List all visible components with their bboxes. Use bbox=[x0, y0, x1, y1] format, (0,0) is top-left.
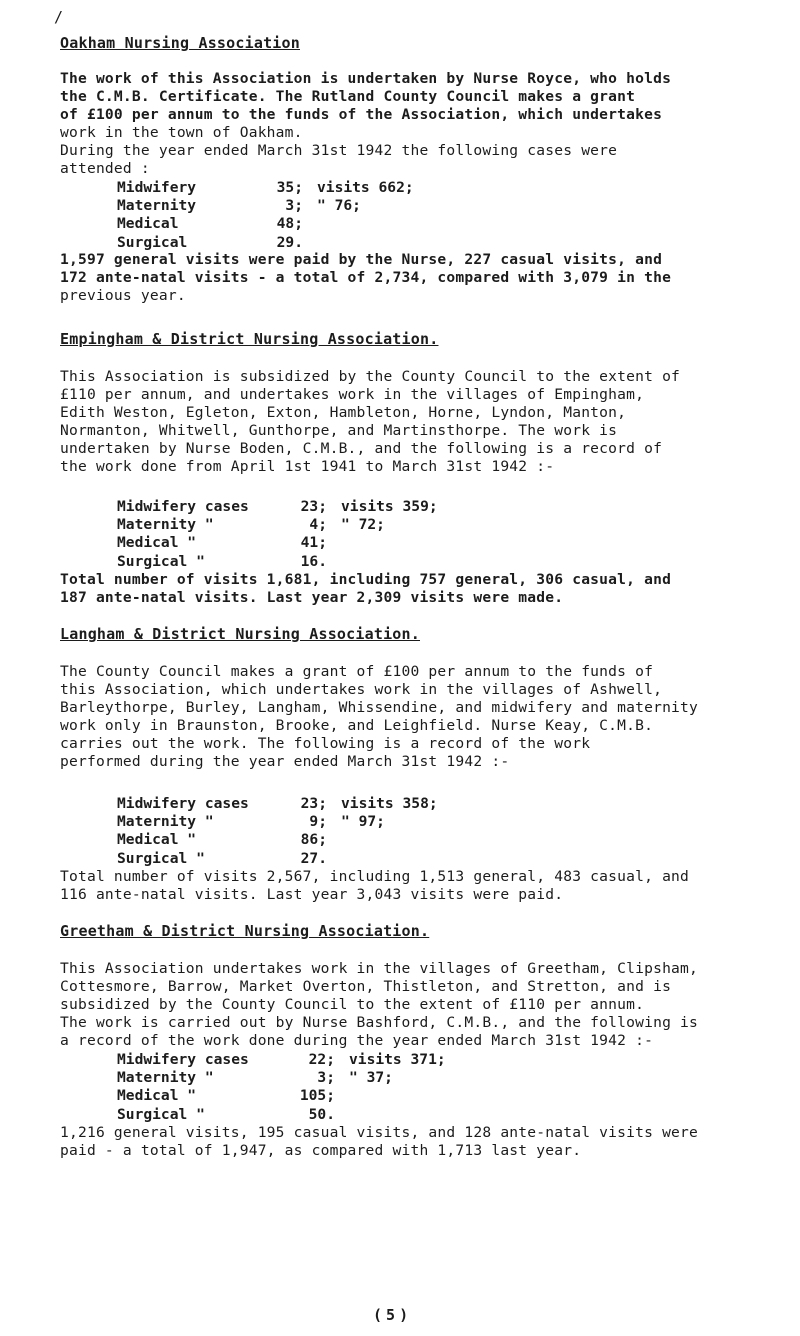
text-line: this Association, which undertakes work in the villages of Ashwell, bbox=[60, 681, 663, 698]
text-line: attended : bbox=[60, 160, 150, 177]
case-visits bbox=[327, 850, 341, 868]
table-row bbox=[117, 1051, 446, 1069]
text-line: The work of this Association is undertaken by Nurse Royce, who holds bbox=[60, 70, 672, 87]
case-count: 27. bbox=[300, 849, 327, 867]
case-count: 23; bbox=[300, 795, 327, 812]
paren-close: ) bbox=[399, 1306, 409, 1324]
text-line: Cottesmore, Barrow, Market Overton, Thistleton, and Stretton, and is bbox=[60, 978, 672, 995]
case-type: Medical " bbox=[117, 1087, 197, 1105]
table-row bbox=[117, 1087, 446, 1105]
greetham-intro bbox=[60, 960, 750, 1050]
greetham-summary bbox=[60, 1124, 750, 1160]
page-number-value: 5 bbox=[386, 1306, 396, 1324]
table-row bbox=[117, 850, 438, 868]
langham-heading: Langham & District Nursing Association. bbox=[60, 625, 420, 643]
text-line: During the year ended March 31st 1942 the following cases were bbox=[60, 142, 618, 159]
case-type: Maternity " bbox=[117, 516, 214, 534]
empingham-heading: Empingham & District Nursing Association. bbox=[60, 330, 439, 348]
text-line: of £100 per annum to the funds of the Association, which undertakes bbox=[60, 106, 663, 123]
case-type: Surgical " bbox=[117, 1105, 205, 1123]
langham-cases-table bbox=[117, 795, 438, 868]
case-visits: " 76; bbox=[317, 197, 361, 215]
table-row bbox=[117, 179, 414, 197]
text-line: the C.M.B. Certificate. The Rutland County Council makes a grant bbox=[60, 88, 636, 105]
case-visits: " 97; bbox=[341, 813, 385, 831]
case-type: Surgical " bbox=[117, 552, 205, 570]
page-mark: / bbox=[54, 8, 64, 26]
text-line: Total number of visits 1,681, including 757 general, 306 casual, and bbox=[60, 571, 672, 588]
text-line: the work done from April 1st 1941 to March 31st 1942 :- bbox=[60, 458, 555, 475]
text-line: carries out the work. The following is a record of the work bbox=[60, 735, 591, 752]
case-visits bbox=[327, 831, 341, 849]
case-count: 16. bbox=[300, 552, 327, 570]
text-line: 172 ante-natal visits - a total of 2,734, compared with 3,079 in the bbox=[60, 269, 672, 286]
table-row bbox=[117, 197, 414, 215]
text-line: This Association is subsidized by the County Council to the extent of bbox=[60, 368, 681, 385]
text-line: Edith Weston, Egleton, Exton, Hambleton, Horne, Lyndon, Manton, bbox=[60, 404, 627, 421]
case-visits bbox=[303, 215, 317, 233]
text-line: The work is carried out by Nurse Bashford, C.M.B., and the following is bbox=[60, 1014, 699, 1031]
text-line: paid - a total of 1,947, as compared with 1,713 last year. bbox=[60, 1142, 582, 1159]
case-count: 9; bbox=[309, 813, 327, 831]
text-line: undertaken by Nurse Boden, C.M.B., and the following is a record of bbox=[60, 440, 663, 457]
text-line: work in the town of Oakham. bbox=[60, 124, 303, 141]
text-line: previous year. bbox=[60, 287, 186, 304]
case-type: Midwifery cases bbox=[117, 498, 249, 515]
text-line: The County Council makes a grant of £100 per annum to the funds of bbox=[60, 663, 654, 680]
case-visits bbox=[327, 553, 341, 571]
text-line: 1,597 general visits were paid by the Nurse, 227 casual visits, and bbox=[60, 251, 663, 268]
table-row bbox=[117, 1069, 446, 1087]
case-count: 48; bbox=[276, 215, 303, 233]
table-row bbox=[117, 553, 438, 571]
langham-summary bbox=[60, 868, 750, 904]
text-line: Normanton, Whitwell, Gunthorpe, and Martinsthorpe. The work is bbox=[60, 422, 618, 439]
case-count: 3; bbox=[285, 197, 303, 215]
case-visits: " 72; bbox=[341, 516, 385, 534]
case-count: 35; bbox=[276, 179, 303, 196]
case-type: Midwifery bbox=[117, 179, 197, 196]
table-row bbox=[117, 1106, 446, 1124]
case-count: 29. bbox=[276, 233, 303, 251]
case-visits: visits 662; bbox=[317, 179, 414, 196]
text-line: This Association undertakes work in the villages of Greetham, Clipsham, bbox=[60, 960, 699, 977]
case-count: 50. bbox=[308, 1105, 335, 1123]
text-line: 187 ante-natal visits. Last year 2,309 visits were made. bbox=[60, 589, 564, 606]
case-count: 4; bbox=[309, 516, 327, 534]
empingham-intro bbox=[60, 368, 750, 476]
table-row bbox=[117, 813, 438, 831]
case-count: 86; bbox=[300, 831, 327, 849]
text-line: a record of the work done during the year ended March 31st 1942 :- bbox=[60, 1032, 654, 1049]
text-line: Total number of visits 2,567, including 1,513 general, 483 casual, and bbox=[60, 868, 690, 885]
case-count: 23; bbox=[300, 498, 327, 515]
case-visits: " 37; bbox=[349, 1069, 393, 1087]
case-type: Medical " bbox=[117, 534, 197, 552]
case-visits: visits 359; bbox=[341, 498, 438, 515]
case-type: Medical bbox=[117, 215, 179, 233]
paren-open: ( bbox=[373, 1306, 383, 1324]
page-number bbox=[373, 1306, 408, 1324]
greetham-heading: Greetham & District Nursing Association. bbox=[60, 922, 430, 940]
case-type: Midwifery cases bbox=[117, 795, 249, 812]
empingham-cases-table bbox=[117, 498, 438, 571]
case-visits bbox=[303, 234, 317, 252]
oakham-summary bbox=[60, 251, 750, 305]
text-line: work only in Braunston, Brooke, and Leighfield. Nurse Keay, C.M.B. bbox=[60, 717, 654, 734]
case-visits: visits 371; bbox=[349, 1051, 446, 1068]
case-visits bbox=[335, 1106, 349, 1124]
case-visits bbox=[327, 534, 341, 552]
oakham-cases-table bbox=[117, 179, 414, 252]
case-type: Midwifery cases bbox=[117, 1051, 249, 1068]
case-type: Maternity " bbox=[117, 813, 214, 831]
text-line: 1,216 general visits, 195 casual visits, and 128 ante-natal visits were bbox=[60, 1124, 699, 1141]
case-type: Medical " bbox=[117, 831, 197, 849]
case-count: 41; bbox=[300, 534, 327, 552]
langham-intro bbox=[60, 663, 750, 771]
text-line: subsidized by the County Council to the extent of £110 per annum. bbox=[60, 996, 645, 1013]
case-visits bbox=[335, 1087, 349, 1105]
case-visits: visits 358; bbox=[341, 795, 438, 812]
oakham-intro bbox=[60, 70, 750, 178]
oakham-heading: Oakham Nursing Association bbox=[60, 34, 300, 52]
case-count: 3; bbox=[317, 1069, 335, 1087]
greetham-cases-table bbox=[117, 1051, 446, 1124]
table-row bbox=[117, 831, 438, 849]
case-type: Surgical bbox=[117, 233, 188, 251]
case-count: 105; bbox=[299, 1087, 335, 1105]
table-row bbox=[117, 534, 438, 552]
case-type: Surgical " bbox=[117, 849, 205, 867]
case-type: Maternity " bbox=[117, 1069, 214, 1087]
table-row bbox=[117, 498, 438, 516]
text-line: performed during the year ended March 31st 1942 :- bbox=[60, 753, 510, 770]
table-row bbox=[117, 795, 438, 813]
text-line: 116 ante-natal visits. Last year 3,043 visits were paid. bbox=[60, 886, 564, 903]
text-line: £110 per annum, and undertakes work in the villages of Empingham, bbox=[60, 386, 645, 403]
table-row bbox=[117, 234, 414, 252]
table-row bbox=[117, 215, 414, 233]
table-row bbox=[117, 516, 438, 534]
text-line: Barleythorpe, Burley, Langham, Whissendine, and midwifery and maternity bbox=[60, 699, 699, 716]
case-type: Maternity bbox=[117, 197, 197, 215]
empingham-summary bbox=[60, 571, 750, 607]
case-count: 22; bbox=[308, 1051, 335, 1068]
